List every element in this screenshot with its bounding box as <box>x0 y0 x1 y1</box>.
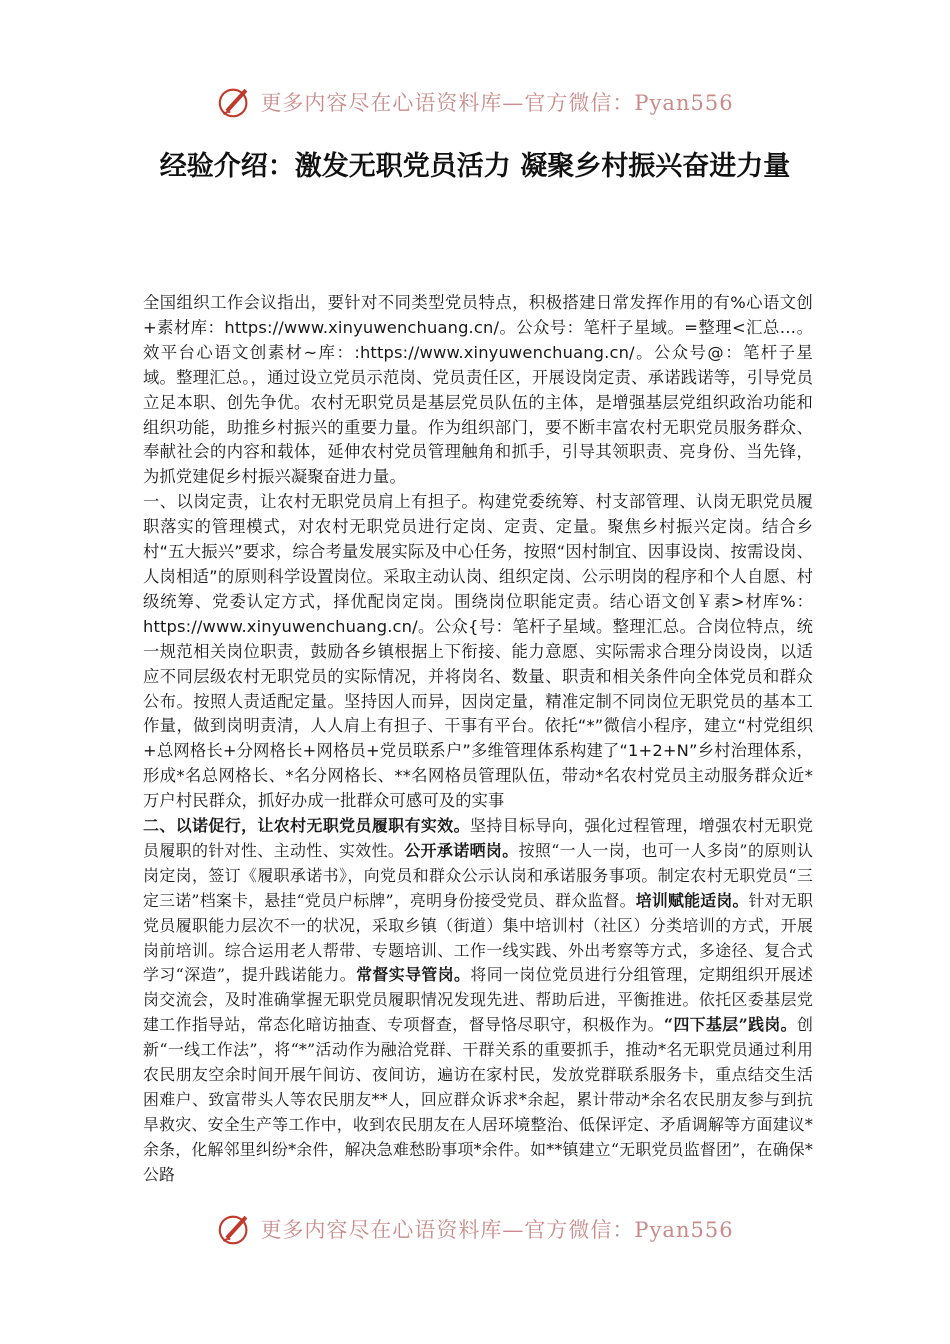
pen-circle-logo-icon <box>216 83 254 121</box>
section-2-text-e: 创新“一线工作法”，将“*”活动作为融洽党群、干群关系的重要抓手，推动*名无职党员通过利用农民朋友空余时间开展午间访、夜间访，遍访在家村民，发放党群联系服务卡，重点结交生活困难户、致富带头人等农民朋友**人，回应群众诉求*余起，累计带动*余名农民朋友参与到抗旱救灾、安全生产等工作中，收到农民朋友在人居环境整治、低保评定、矛盾调解等方面建议*余条，化解邻里纠纷*余件，解决急难愁盼事项*余件。如**镇建立“无职党员监督团”，在确保*公路 <box>143 1015 813 1184</box>
intro-paragraph: 全国组织工作会议指出，要针对不同类型党员特点，积极搭建日常发挥作用的有%心语文创+素材库：https://www.xinyuwenchuang.cn/。公众号：笔杆子星域。=整理<汇总…。效平台心语文创素材~库：:https://www.xinyuwenchuang.cn/。公众号@：笔杆子星域。整理汇总。，通过设立党员示范岗、党员责任区，开展设岗定责、承诺践诺等，引导党员立足本职、创先争优。农村无职党员是基层党员队伍的主体，是增强基层党组织政治功能和组织功能，助推乡村振兴的重要力量。作为组织部门，要不断丰富农村无职党员服务群众、奉献社会的内容和载体，延伸农村党员管理触角和抓手，引导其领职责、亮身份、当先锋，为抓党建促乡村振兴凝聚奋进力量。 <box>143 293 813 487</box>
section-2-text-c: 针对无职党员履职能力层次不一的状况，采取乡镇（街道）集中培训村（社区）分类培训的方式，开展岗前培训。综合运用老人帮带、专题培训、工作一线实践、外出考察等方式，多途径、复合式学习“深造”，提升践诺能力。 <box>143 890 813 985</box>
section-2-text-d: 将同一岗位党员进行分组管理，定期组织开展述岗交流会，及时准确掌握无职党员履职情况发现先进、帮助后进，平衡推进。依托区委基层党建工作指导站，常态化暗访抽查、专项督查，督导恪尽职守，积极作为。 <box>143 965 813 1035</box>
section-2-subheading-c: 培训赋能适岗。 <box>635 890 749 910</box>
pen-circle-logo-icon <box>216 1210 254 1248</box>
top-banner <box>0 80 950 124</box>
section-2-subheading-e: “四下基层”践岗。 <box>663 1015 797 1035</box>
section-2-paragraph <box>143 814 813 1188</box>
section-2-text-a: 坚持目标导向，强化过程管理，增强农村无职党员履职的针对性、主动性、实效性。 <box>143 816 813 860</box>
page-title: 经验介绍：激发无职党员活力 凝聚乡村振兴奋进力量 <box>159 151 791 182</box>
banner-text: 更多内容尽在心语资料库—官方微信：Pyan556 <box>260 1218 734 1242</box>
article-body <box>143 291 813 1191</box>
section-1-paragraph: 一、以岗定责，让农村无职党员肩上有担子。构建党委统筹、村支部管理、认岗无职党员履职落实的管理模式，对农村无职党员进行定岗、定责、定量。聚焦乡村振兴定岗。结合乡村“五大振兴”要求，综合考量发展实际及中心任务，按照“因村制宜、因事设岗、按需设岗、人岗相适”的原则科学设置岗位。采取主动认岗、组织定岗、公示明岗的程序和个人自愿、村级统筹、党委认定方式，择优配岗定岗。围绕岗位职能定责。结心语文创￥素>材库%：https://www.xinyuwenchuang.cn/。公众{号：笔杆子星域。整理汇总。合岗位特点，统一规范相关岗位职责，鼓励各乡镇根据上下衔接、能力意愿、实际需求合理分岗设岗，以适应不同层级农村无职党员的实际情况，并将岗名、数量、职责和相关条件向全体党员和群众公布。按照人责适配定量。坚持因人而异，因岗定量，精准定制不同岗位无职党员的基本工作量，做到岗明责清，人人肩上有担子、干事有平台。依托“*”微信小程序，建立“村党组织+总网格长+分网格长+网格员+党员联系户”多维管理体系构建了“1+2+N”乡村治理体系，形成*名总网格长、*名分网格长、**名网格员管理队伍，带动*名农村党员主动服务群众近*万户村民群众，抓好办成一批群众可感可及的实事 <box>143 492 813 811</box>
section-2-text-b: 按照“一人一岗，也可一人多岗”的原则认岗定岗，签订《履职承诺书》，向党员和群众公示认岗和承诺服务事项。制定农村无职党员“三定三诺”档案卡，悬挂“党员户标牌”，亮明身份接受党员、群众监督。 <box>143 840 813 910</box>
section-2-subheading-b: 公开承诺晒岗。 <box>404 840 519 860</box>
section-2-heading: 二、以诺促行，让农村无职党员履职有实效。 <box>143 816 470 836</box>
bottom-banner <box>0 1207 950 1251</box>
banner-text: 更多内容尽在心语资料库—官方微信：Pyan556 <box>260 91 734 115</box>
section-2-subheading-d: 常督实导管岗。 <box>356 965 471 985</box>
